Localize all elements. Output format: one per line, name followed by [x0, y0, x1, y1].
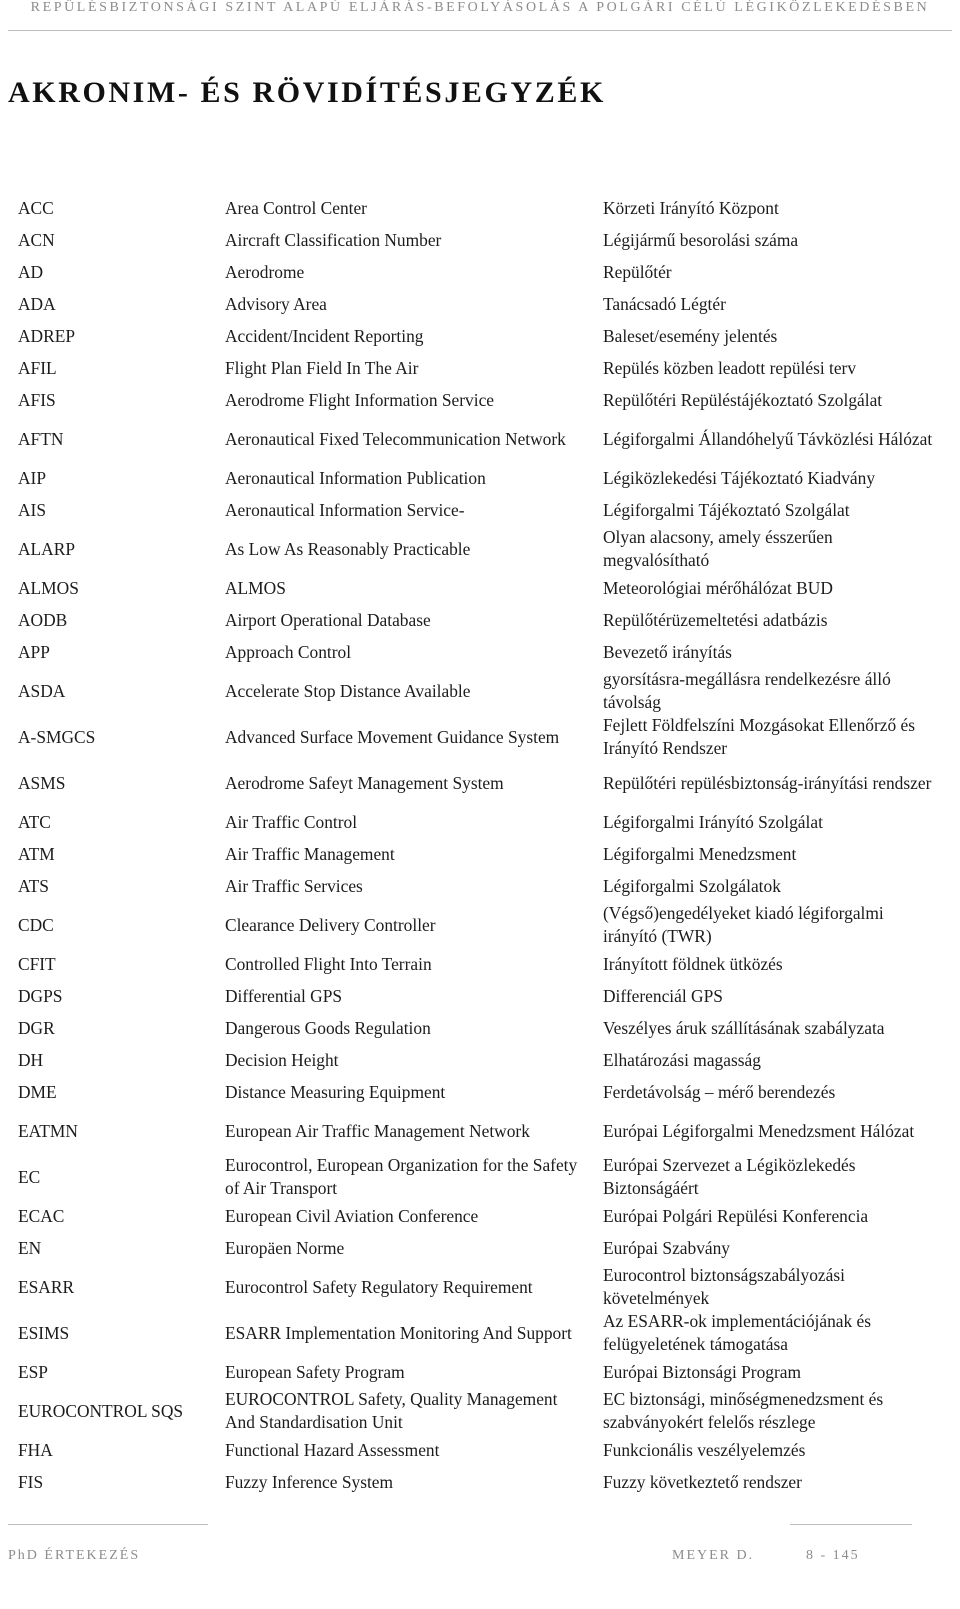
acronym-english-term: Flight Plan Field In The Air: [225, 357, 419, 378]
acronym-hungarian-term: gyorsításra-megállásra rendelkezésre álló távolság: [603, 669, 891, 712]
footer-divider-right: [790, 1524, 912, 1525]
acronym-row: [8, 870, 936, 902]
acronym-abbreviation: FHA: [18, 1439, 53, 1460]
acronym-english-term: As Low As Reasonably Practicable: [225, 538, 471, 559]
acronym-english-term: Differential GPS: [225, 985, 343, 1006]
acronym-english-term: Advisory Area: [225, 293, 327, 314]
acronym-row: [8, 320, 936, 352]
acronym-hungarian-term: Differenciál GPS: [603, 985, 723, 1006]
acronym-hungarian-term: Repülés közben leadott repülési terv: [603, 357, 857, 378]
footer-document-type: PhD ÉRTEKEZÉS: [8, 1548, 141, 1563]
acronym-row: [8, 948, 936, 980]
acronym-row: [8, 668, 936, 714]
acronym-abbreviation: AIS: [18, 499, 47, 520]
acronym-hungarian-term: Olyan alacsony, amely ésszerűen megvalósítható: [603, 527, 833, 570]
acronym-english-term: Dangerous Goods Regulation: [225, 1017, 431, 1038]
acronym-hungarian-term: Európai Szabvány: [603, 1237, 731, 1258]
acronym-row: [8, 604, 936, 636]
acronym-english-term: Accident/Incident Reporting: [225, 325, 424, 346]
acronym-english-term: Eurocontrol, European Organization for the Safety of Air Transport: [225, 1155, 578, 1198]
acronym-english-term: Eurocontrol Safety Regulatory Requirement: [225, 1276, 533, 1297]
acronym-hungarian-term: Fuzzy következtető rendszer: [603, 1471, 802, 1492]
acronym-hungarian-term: Európai Szervezet a Légiközlekedés Biztonságáért: [603, 1155, 856, 1198]
acronym-row: [8, 1200, 936, 1232]
acronym-row: [8, 636, 936, 668]
footer-divider-left: [8, 1524, 208, 1525]
acronym-english-term: Approach Control: [225, 641, 352, 662]
acronym-english-term: Aerodrome Safeyt Management System: [225, 772, 504, 793]
acronym-hungarian-term: Meteorológiai mérőhálózat BUD: [603, 577, 833, 598]
acronym-english-term: Europäen Norme: [225, 1237, 345, 1258]
acronym-hungarian-term: (Végső)engedélyeket kiadó légiforgalmi irányító (TWR): [603, 903, 884, 946]
acronym-row: [8, 352, 936, 384]
acronym-abbreviation: APP: [18, 641, 50, 662]
acronym-english-term: European Safety Program: [225, 1361, 405, 1382]
acronym-english-term: Aeronautical Fixed Telecommunication Network: [225, 428, 566, 449]
acronym-abbreviation: DME: [18, 1081, 57, 1102]
acronym-hungarian-term: Az ESARR-ok implementációjának és felügyeletének támogatása: [603, 1311, 872, 1354]
acronym-hungarian-term: Légiközlekedési Tájékoztató Kiadvány: [603, 467, 876, 488]
acronym-table-body: [8, 192, 936, 1498]
acronym-hungarian-term: EC biztonsági, minőségmenedzsment és szabványokért felelős részlege: [603, 1389, 884, 1432]
acronym-row: [8, 1154, 936, 1200]
acronym-hungarian-term: Légiforgalmi Irányító Szolgálat: [603, 811, 823, 832]
acronym-abbreviation: A-SMGCS: [18, 726, 96, 747]
acronym-abbreviation: ESIMS: [18, 1322, 70, 1343]
acronym-english-term: European Air Traffic Management Network: [225, 1120, 530, 1141]
acronym-abbreviation: ALARP: [18, 538, 76, 559]
acronym-hungarian-term: Fejlett Földfelszíni Mozgásokat Ellenőrző és Irányító Rendszer: [603, 715, 915, 758]
acronym-english-term: Area Control Center: [225, 197, 367, 218]
acronym-english-term: European Civil Aviation Conference: [225, 1205, 479, 1226]
acronym-row: [8, 1466, 936, 1498]
acronym-abbreviation: ATM: [18, 843, 55, 864]
footer-page-number: 8 - 145: [806, 1548, 860, 1563]
acronym-abbreviation: ECAC: [18, 1205, 65, 1226]
acronym-abbreviation: ALMOS: [18, 577, 79, 598]
acronym-row: [8, 980, 936, 1012]
acronym-row: [8, 806, 936, 838]
acronym-english-term: Clearance Delivery Controller: [225, 914, 436, 935]
acronym-english-term: EUROCONTROL Safety, Quality Management And Standardisation Unit: [225, 1389, 558, 1432]
acronym-hungarian-term: Légiforgalmi Állandóhelyű Távközlési Hálózat: [603, 428, 933, 449]
acronym-english-term: ESARR Implementation Monitoring And Support: [225, 1322, 572, 1343]
acronym-abbreviation: AD: [18, 261, 44, 282]
acronym-abbreviation: ATC: [18, 811, 51, 832]
acronym-english-term: Aeronautical Information Service-: [225, 499, 465, 520]
acronym-abbreviation: ESARR: [18, 1276, 75, 1297]
acronym-english-term: Advanced Surface Movement Guidance System: [225, 726, 560, 747]
acronym-hungarian-term: Európai Légiforgalmi Menedzsment Hálózat: [603, 1120, 915, 1141]
acronym-abbreviation: CFIT: [18, 953, 56, 974]
header-divider: [8, 30, 952, 31]
acronym-hungarian-term: Légiforgalmi Szolgálatok: [603, 875, 781, 896]
acronym-row: [8, 288, 936, 320]
acronym-abbreviation: ADA: [18, 293, 56, 314]
acronym-hungarian-term: Repülőtérüzemeltetési adatbázis: [603, 609, 828, 630]
acronym-row: [8, 838, 936, 870]
acronym-row: [8, 1012, 936, 1044]
acronym-abbreviation: ASMS: [18, 772, 66, 793]
acronym-hungarian-term: Repülőtéri repülésbiztonság-irányítási rendszer: [603, 772, 932, 793]
acronym-english-term: Airport Operational Database: [225, 609, 431, 630]
acronym-abbreviation: EN: [18, 1237, 42, 1258]
acronym-hungarian-term: Repülőtéri Repüléstájékoztató Szolgálat: [603, 389, 883, 410]
acronym-row: [8, 1076, 936, 1108]
acronym-row: [8, 416, 936, 462]
acronym-hungarian-term: Bevezető irányítás: [603, 641, 732, 662]
acronym-row: [8, 760, 936, 806]
acronym-english-term: Decision Height: [225, 1049, 339, 1070]
acronym-abbreviation: AFIS: [18, 389, 56, 410]
acronym-abbreviation: ESP: [18, 1361, 48, 1382]
acronym-abbreviation: DGR: [18, 1017, 55, 1038]
acronym-abbreviation: EATMN: [18, 1120, 78, 1141]
acronym-row: [8, 1356, 936, 1388]
acronym-row: [8, 494, 936, 526]
acronym-row: [8, 256, 936, 288]
acronym-row: [8, 192, 936, 224]
acronym-row: [8, 462, 936, 494]
running-header: REPÜLÉSBIZTONSÁGI SZINT ALAPÚ ELJÁRÁS-BEFOLYÁSOLÁS A POLGÁRI CÉLÚ LÉGIKÖZLEKEDÉSBEN: [30, 0, 930, 15]
acronym-row: [8, 526, 936, 572]
acronym-row: [8, 1232, 936, 1264]
acronym-english-term: Air Traffic Management: [225, 843, 395, 864]
acronym-hungarian-term: Irányított földnek ütközés: [603, 953, 783, 974]
acronym-english-term: Air Traffic Control: [225, 811, 358, 832]
acronym-hungarian-term: Légiforgalmi Menedzsment: [603, 843, 797, 864]
acronym-row: [8, 902, 936, 948]
acronym-abbreviation: FIS: [18, 1471, 44, 1492]
acronym-abbreviation: ASDA: [18, 680, 66, 701]
acronym-english-term: Accelerate Stop Distance Available: [225, 680, 471, 701]
acronym-hungarian-term: Tanácsadó Légtér: [603, 293, 726, 314]
acronym-table: [8, 192, 936, 1498]
acronym-hungarian-term: Veszélyes áruk szállításának szabályzata: [603, 1017, 885, 1038]
acronym-hungarian-term: Ferdetávolság – mérő berendezés: [603, 1081, 836, 1102]
acronym-hungarian-term: Eurocontrol biztonságszabályozási követelmények: [603, 1265, 845, 1308]
acronym-abbreviation: ADREP: [18, 325, 76, 346]
acronym-row: [8, 384, 936, 416]
acronym-english-term: Aeronautical Information Publication: [225, 467, 486, 488]
acronym-row: [8, 1108, 936, 1154]
acronym-hungarian-term: Körzeti Irányító Központ: [603, 197, 779, 218]
acronym-abbreviation: AIP: [18, 467, 47, 488]
acronym-abbreviation: ATS: [18, 875, 49, 896]
footer-author: MEYER D.: [672, 1548, 755, 1563]
acronym-row: [8, 1044, 936, 1076]
acronym-abbreviation: CDC: [18, 914, 54, 935]
acronym-abbreviation: EUROCONTROL SQS: [18, 1400, 184, 1421]
acronym-hungarian-term: Légijármű besorolási száma: [603, 229, 799, 250]
acronym-abbreviation: ACC: [18, 197, 54, 218]
page-title: AKRONIM- ÉS RÖVIDÍTÉSJEGYZÉK: [8, 76, 606, 109]
acronym-hungarian-term: Légiforgalmi Tájékoztató Szolgálat: [603, 499, 850, 520]
acronym-english-term: Air Traffic Services: [225, 875, 363, 896]
acronym-abbreviation: AFTN: [18, 428, 64, 449]
acronym-hungarian-term: Elhatározási magasság: [603, 1049, 761, 1070]
acronym-hungarian-term: Baleset/esemény jelentés: [603, 325, 778, 346]
acronym-hungarian-term: Funkcionális veszélyelemzés: [603, 1439, 806, 1460]
acronym-english-term: Aircraft Classification Number: [225, 229, 442, 250]
acronym-english-term: Distance Measuring Equipment: [225, 1081, 446, 1102]
acronym-abbreviation: AODB: [18, 609, 68, 630]
acronym-english-term: ALMOS: [225, 577, 286, 598]
acronym-abbreviation: DGPS: [18, 985, 63, 1006]
acronym-row: [8, 1388, 936, 1434]
acronym-hungarian-term: Repülőtér: [603, 261, 672, 282]
acronym-english-term: Controlled Flight Into Terrain: [225, 953, 432, 974]
acronym-english-term: Aerodrome: [225, 261, 305, 282]
acronym-row: [8, 714, 936, 760]
acronym-row: [8, 1264, 936, 1310]
acronym-row: [8, 224, 936, 256]
acronym-hungarian-term: Európai Biztonsági Program: [603, 1361, 802, 1382]
acronym-abbreviation: AFIL: [18, 357, 57, 378]
acronym-english-term: Aerodrome Flight Information Service: [225, 389, 495, 410]
acronym-row: [8, 1434, 936, 1466]
acronym-row: [8, 572, 936, 604]
acronym-hungarian-term: Európai Polgári Repülési Konferencia: [603, 1205, 869, 1226]
acronym-row: [8, 1310, 936, 1356]
acronym-abbreviation: DH: [18, 1049, 44, 1070]
acronym-english-term: Functional Hazard Assessment: [225, 1439, 440, 1460]
acronym-abbreviation: EC: [18, 1166, 41, 1187]
acronym-english-term: Fuzzy Inference System: [225, 1471, 394, 1492]
acronym-abbreviation: ACN: [18, 229, 55, 250]
